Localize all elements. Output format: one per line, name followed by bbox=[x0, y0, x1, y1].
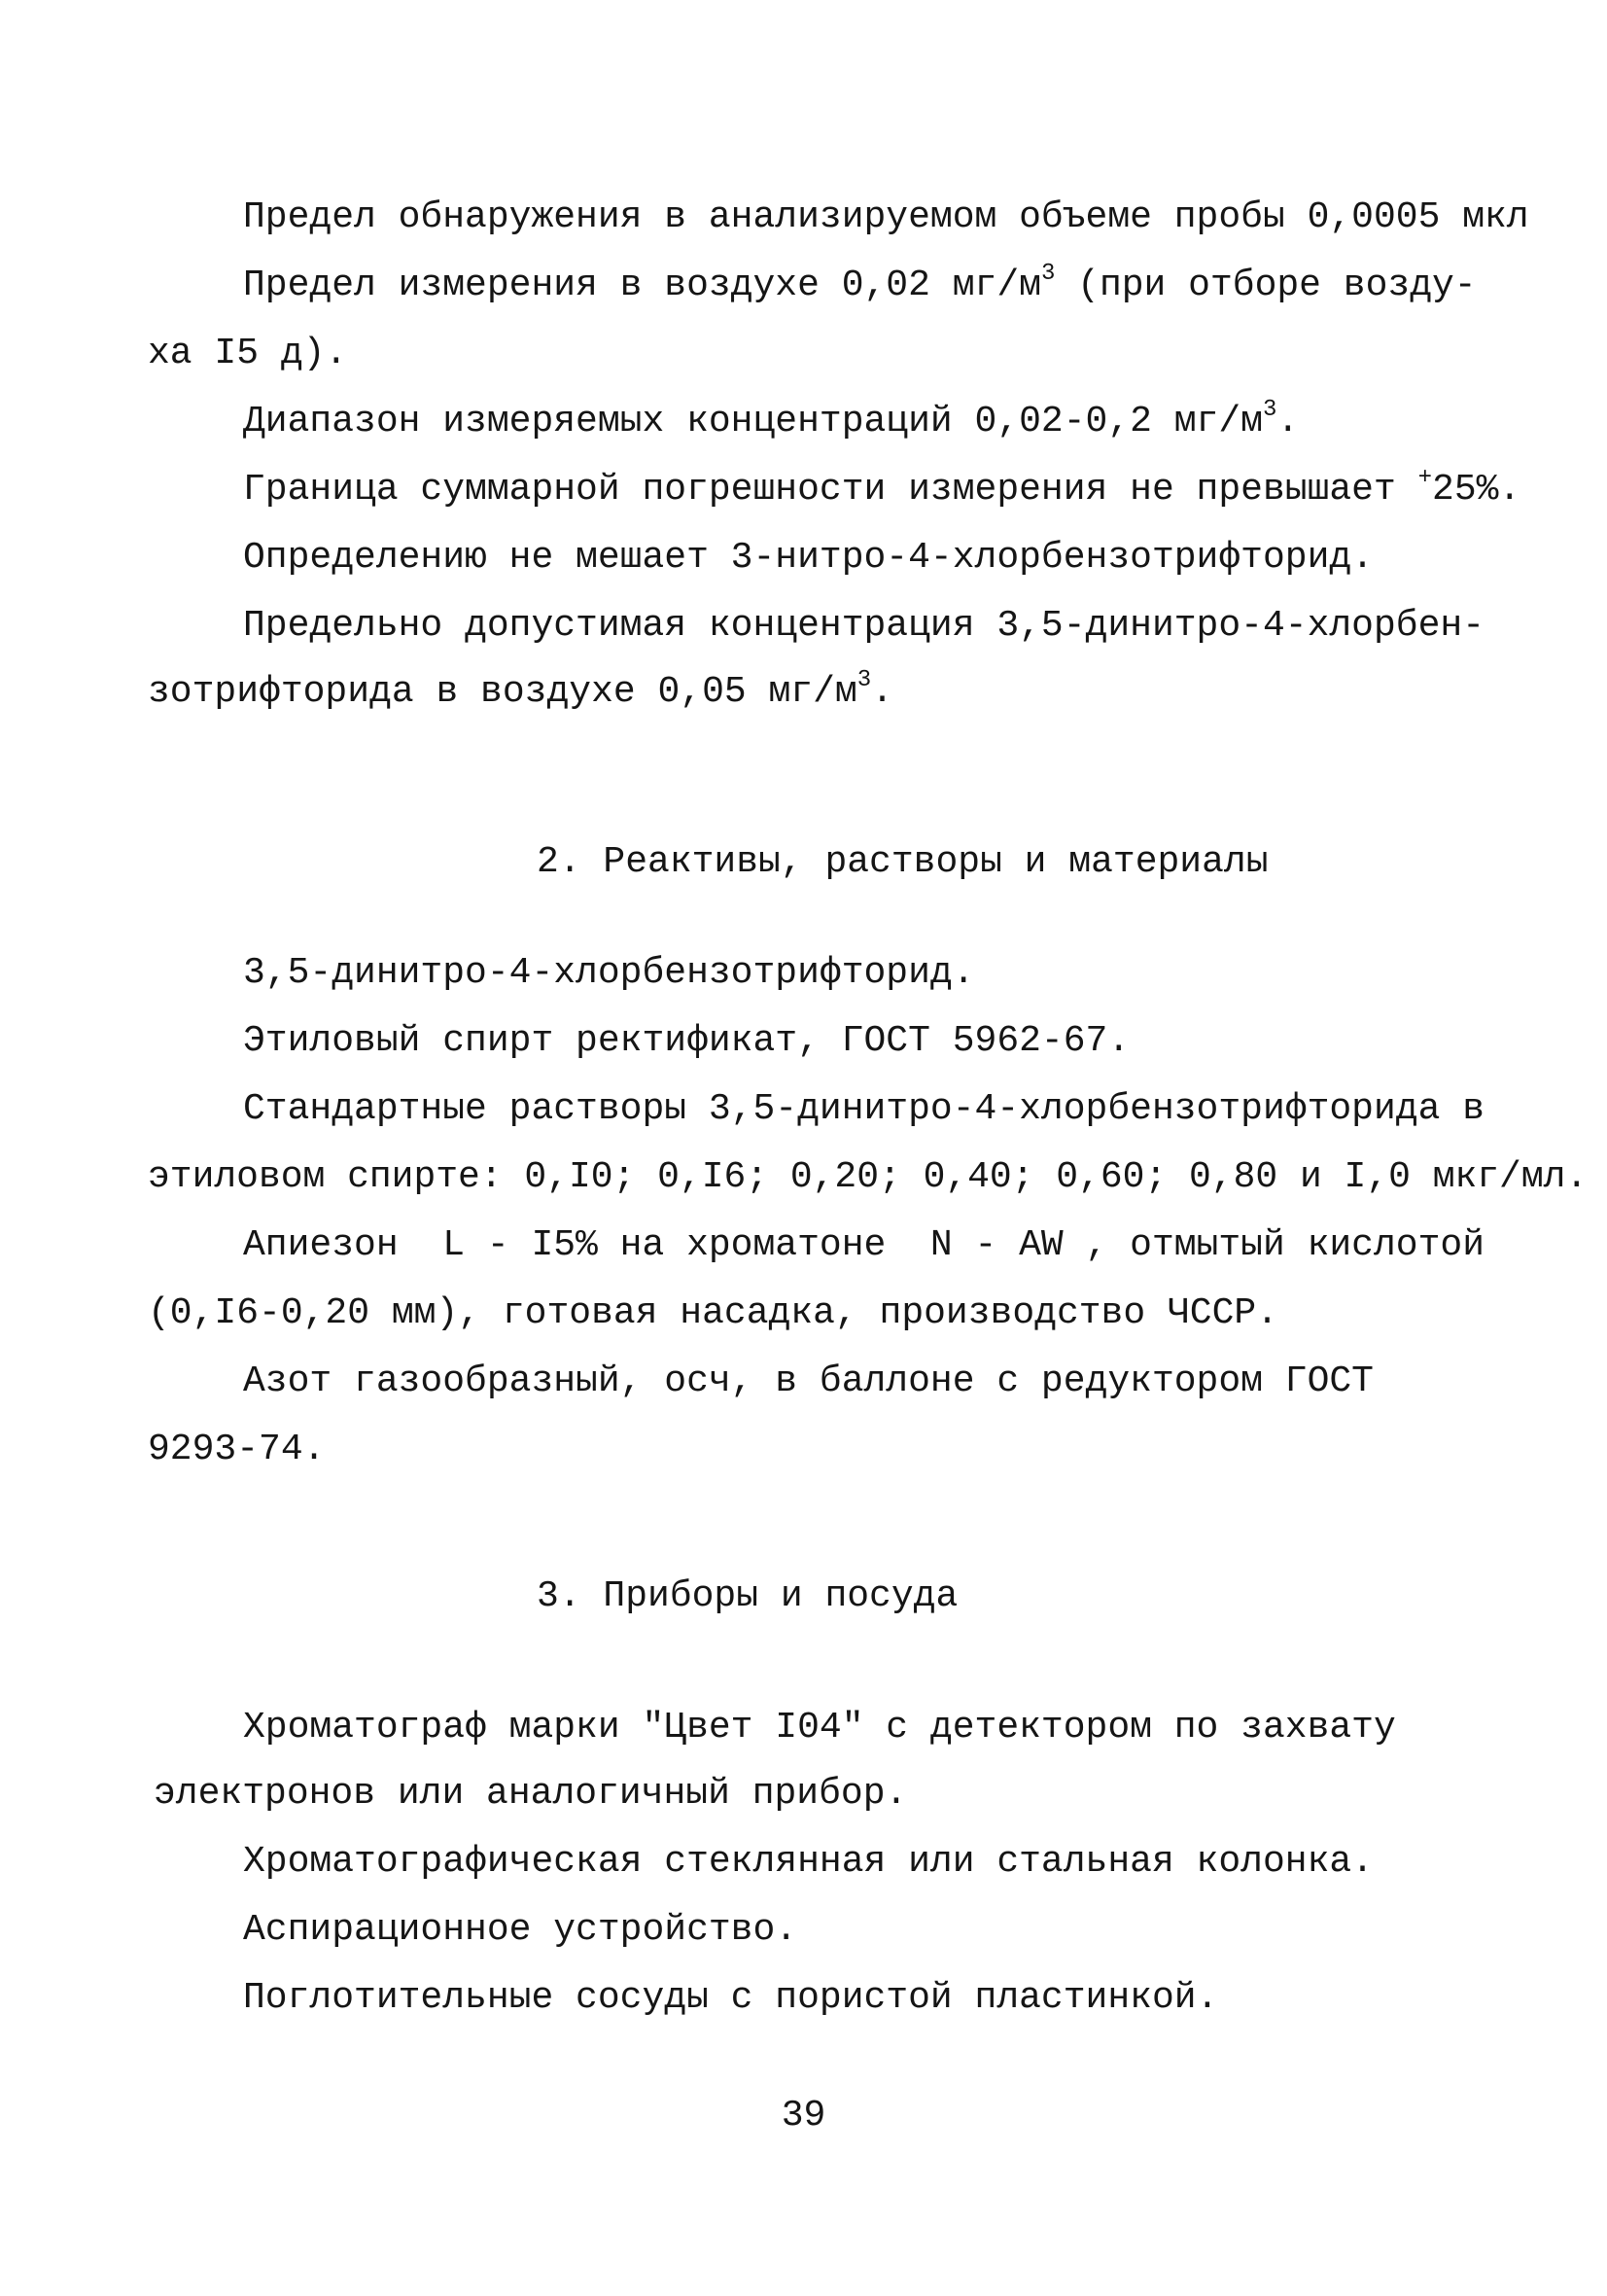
measurement-limit-text: Предел измерения в воздухе 0,02 мг/м bbox=[243, 265, 1041, 306]
instrument-line-1: Хроматограф марки "Цвет I04" с детектором по захвату bbox=[243, 1707, 1396, 1748]
reagent-line-6: (0,I6-0,20 мм), готовая насадка, производство ЧССР. bbox=[148, 1292, 1278, 1334]
reagent-line-4: этиловом спирте: 0,I0; 0,I6; 0,20; 0,40; 0,60; 0,80 и I,0 мкг/мл. bbox=[148, 1156, 1589, 1198]
section-heading-reagents: 2. Реактивы, растворы и материалы bbox=[537, 841, 1269, 883]
mac-line: Предельно допустимая концентрация 3,5-динитро-4-хлорбен- bbox=[243, 605, 1485, 647]
measurement-limit-line-cont: ха I5 д). bbox=[148, 333, 348, 374]
reagent-line-8: 9293-74. bbox=[148, 1429, 326, 1470]
measurement-limit-line bbox=[243, 261, 1477, 306]
instrument-line-4: Аспирационное устройство. bbox=[243, 1909, 798, 1951]
detection-limit-line: Предел обнаружения в анализируемом объеме пробы 0,0005 мкл bbox=[243, 196, 1529, 238]
concentration-range-line bbox=[243, 397, 1300, 442]
measurement-limit-text-cont: (при отборе возду- bbox=[1055, 265, 1477, 306]
mac-text: зотрифторида в воздухе 0,05 мг/м bbox=[148, 671, 857, 713]
reagent-line-3: Стандартные растворы 3,5-динитро-4-хлорбензотрифторида в bbox=[243, 1088, 1485, 1130]
concentration-range-text: Диапазон измеряемых концентраций 0,02-0,2 мг/м bbox=[243, 401, 1263, 442]
error-bound-text: Граница суммарной погрешности измерения не превышает bbox=[243, 469, 1418, 511]
reagent-line-7: Азот газообразный, осч, в баллоне с редуктором ГОСТ bbox=[243, 1360, 1374, 1402]
superscript-3: 3 bbox=[1262, 397, 1277, 423]
period: . bbox=[1276, 401, 1300, 442]
reagent-line-1: 3,5-динитро-4-хлорбензотрифторид. bbox=[243, 952, 975, 994]
reagent-line-2: Этиловый спирт ректификат, ГОСТ 5962-67. bbox=[243, 1020, 1131, 1062]
instrument-line-3: Хроматографическая стеклянная или стальная колонка. bbox=[243, 1841, 1374, 1883]
plus-minus-sign: + bbox=[1417, 465, 1433, 491]
reagent-line-5: Апиезон L - I5% на хроматоне N - AW , отмытый кислотой bbox=[243, 1224, 1485, 1266]
period: . bbox=[871, 671, 893, 713]
error-bound-value: 25%. bbox=[1432, 469, 1521, 511]
page-number: 39 bbox=[781, 2095, 826, 2137]
section-heading-instruments: 3. Приборы и посуда bbox=[537, 1575, 959, 1617]
error-bound-line bbox=[243, 465, 1521, 511]
superscript-3: 3 bbox=[856, 667, 872, 693]
mac-line-cont bbox=[148, 667, 893, 713]
superscript-3: 3 bbox=[1040, 261, 1056, 287]
interference-line: Определению не мешает 3-нитро-4-хлорбензотрифторид. bbox=[243, 537, 1374, 579]
instrument-line-2: электронов или аналогичный прибор. bbox=[154, 1773, 908, 1815]
instrument-line-5: Поглотительные сосуды с пористой пластинкой. bbox=[243, 1977, 1219, 2019]
